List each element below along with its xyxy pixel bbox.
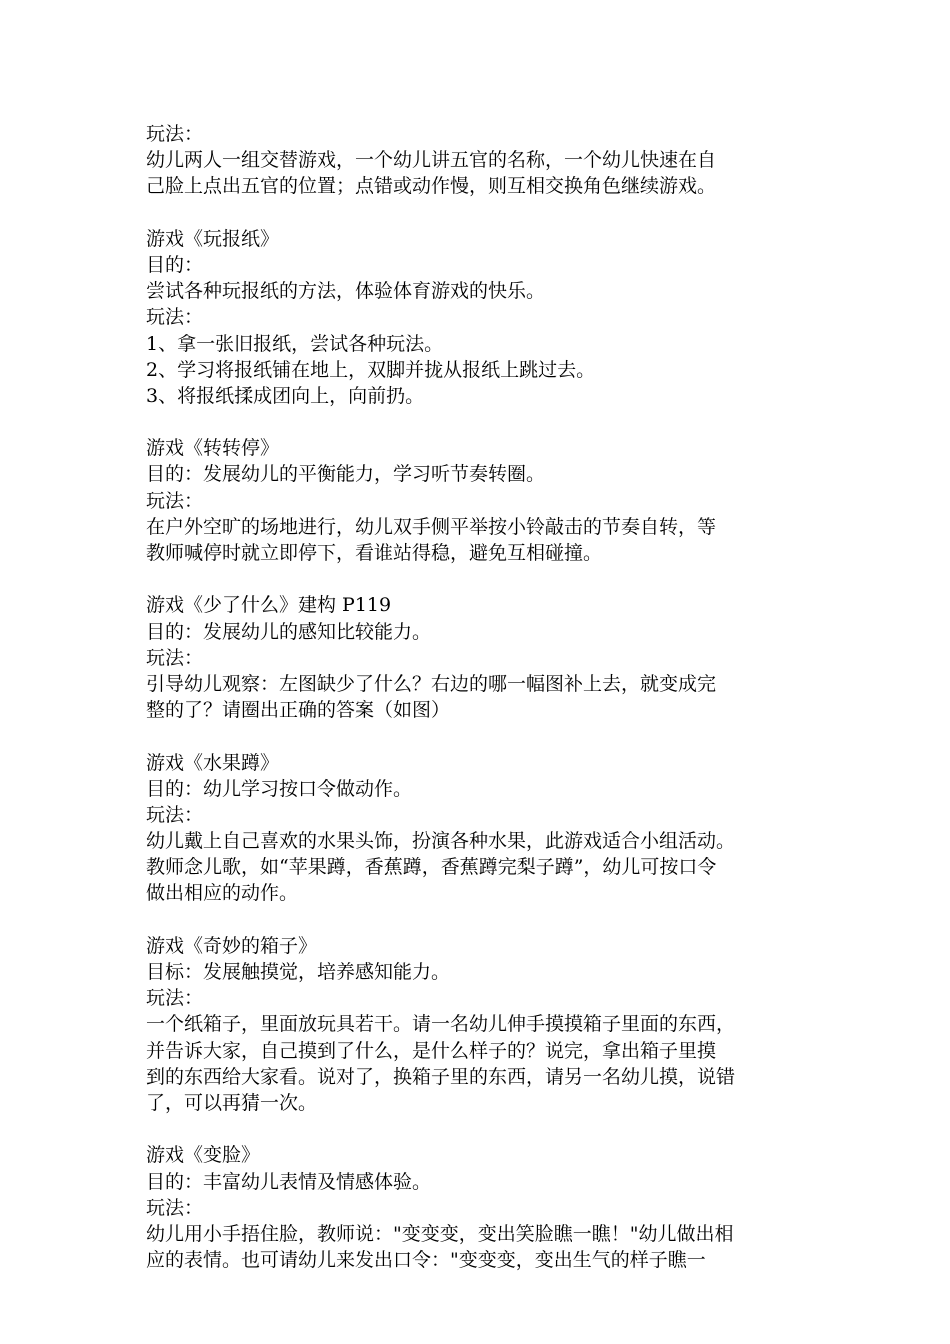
text-line: 1、拿一张旧报纸，尝试各种玩法。: [146, 332, 444, 355]
document-section: [146, 226, 846, 409]
text-line: 到的东西给大家看。说对了，换箱子里的东西，请另一名幼儿摸，说错: [146, 1065, 736, 1088]
paragraph-gap: [146, 409, 846, 435]
section-heading: 游戏《少了什么》建构 P119: [146, 594, 392, 617]
text-line: 做出相应的动作。: [146, 882, 299, 905]
document-section: [146, 592, 846, 723]
paragraph-gap: [146, 907, 846, 933]
text-line: 玩法：: [146, 803, 204, 826]
text-line: 玩法：: [146, 306, 204, 329]
text-line: 引导幼儿观察：左图缺少了什么？右边的哪一幅图补上去，就变成完: [146, 672, 717, 695]
text-line: 教师喊停时就立即停下，看谁站得稳，避免互相碰撞。: [146, 542, 603, 564]
text-line: 玩法：: [146, 646, 204, 669]
text-line: 目标：发展触摸觉，培养感知能力。: [146, 961, 451, 983]
text-line: 幼儿用小手捂住脸，教师说："变变变，变出笑脸瞧一瞧！"幼儿做出相: [146, 1222, 734, 1245]
paragraph-gap: [146, 200, 846, 226]
document-section: [146, 750, 846, 907]
text-line: 尝试各种玩报纸的方法，体验体育游戏的快乐。: [146, 280, 546, 303]
text-line: 目的：: [146, 253, 204, 276]
text-line: 2、学习将报纸铺在地上，双脚并拢从报纸上跳过去。: [146, 358, 596, 381]
document-page: [146, 121, 846, 1273]
document-section: [146, 435, 846, 566]
text-line: 应的表情。也可请幼儿来发出口令："变变变，变出生气的样子瞧一: [146, 1249, 706, 1272]
text-line: 目的：幼儿学习按口令做动作。: [146, 777, 413, 800]
paragraph-gap: [146, 723, 846, 749]
document-section: [146, 1142, 846, 1273]
document-section: [146, 933, 846, 1116]
text-line: 一个纸箱子，里面放玩具若干。请一名幼儿伸手摸摸箱子里面的东西，: [146, 1013, 736, 1036]
section-heading: 游戏《玩报纸》: [146, 227, 280, 250]
text-line: 玩法：: [146, 987, 204, 1010]
text-line: 并告诉大家，自己摸到了什么，是什么样子的？说完，拿出箱子里摸: [146, 1039, 717, 1062]
text-line: 目的：发展幼儿的感知比较能力。: [146, 620, 432, 643]
text-line: 己脸上点出五官的位置；点错或动作慢，则互相交换角色继续游戏。: [146, 175, 717, 198]
section-heading: 游戏《水果蹲》: [146, 751, 280, 774]
section-heading: 游戏《变脸》: [146, 1144, 261, 1167]
text-line: 整的了？请圈出正确的答案（如图）: [146, 699, 451, 722]
text-line: 玩法：: [146, 123, 204, 145]
text-line: 目的：丰富幼儿表情及情感体验。: [146, 1170, 432, 1193]
text-line: 玩法：: [146, 489, 204, 512]
section-heading: 游戏《奇妙的箱子》: [146, 934, 318, 957]
text-line: 幼儿戴上自己喜欢的水果头饰，扮演各种水果，此游戏适合小组活动。: [146, 830, 736, 853]
text-line: 了，可以再猜一次。: [146, 1091, 318, 1114]
text-line: 教师念儿歌，如“苹果蹲，香蕉蹲，香蕉蹲完梨子蹲”，幼儿可按口令: [146, 856, 717, 879]
section-heading: 游戏《转转停》: [146, 437, 280, 460]
text-line: 目的：发展幼儿的平衡能力，学习听节奏转圈。: [146, 463, 546, 486]
paragraph-gap: [146, 566, 846, 592]
document-section: [146, 121, 846, 200]
text-line: 玩法：: [146, 1196, 204, 1219]
paragraph-gap: [146, 1116, 846, 1142]
text-line: 在户外空旷的场地进行，幼儿双手侧平举按小铃敲击的节奏自转，等: [146, 515, 717, 538]
text-line: 幼儿两人一组交替游戏，一个幼儿讲五官的名称，一个幼儿快速在自: [146, 149, 717, 172]
text-line: 3、将报纸揉成团向上，向前扔。: [146, 384, 425, 407]
